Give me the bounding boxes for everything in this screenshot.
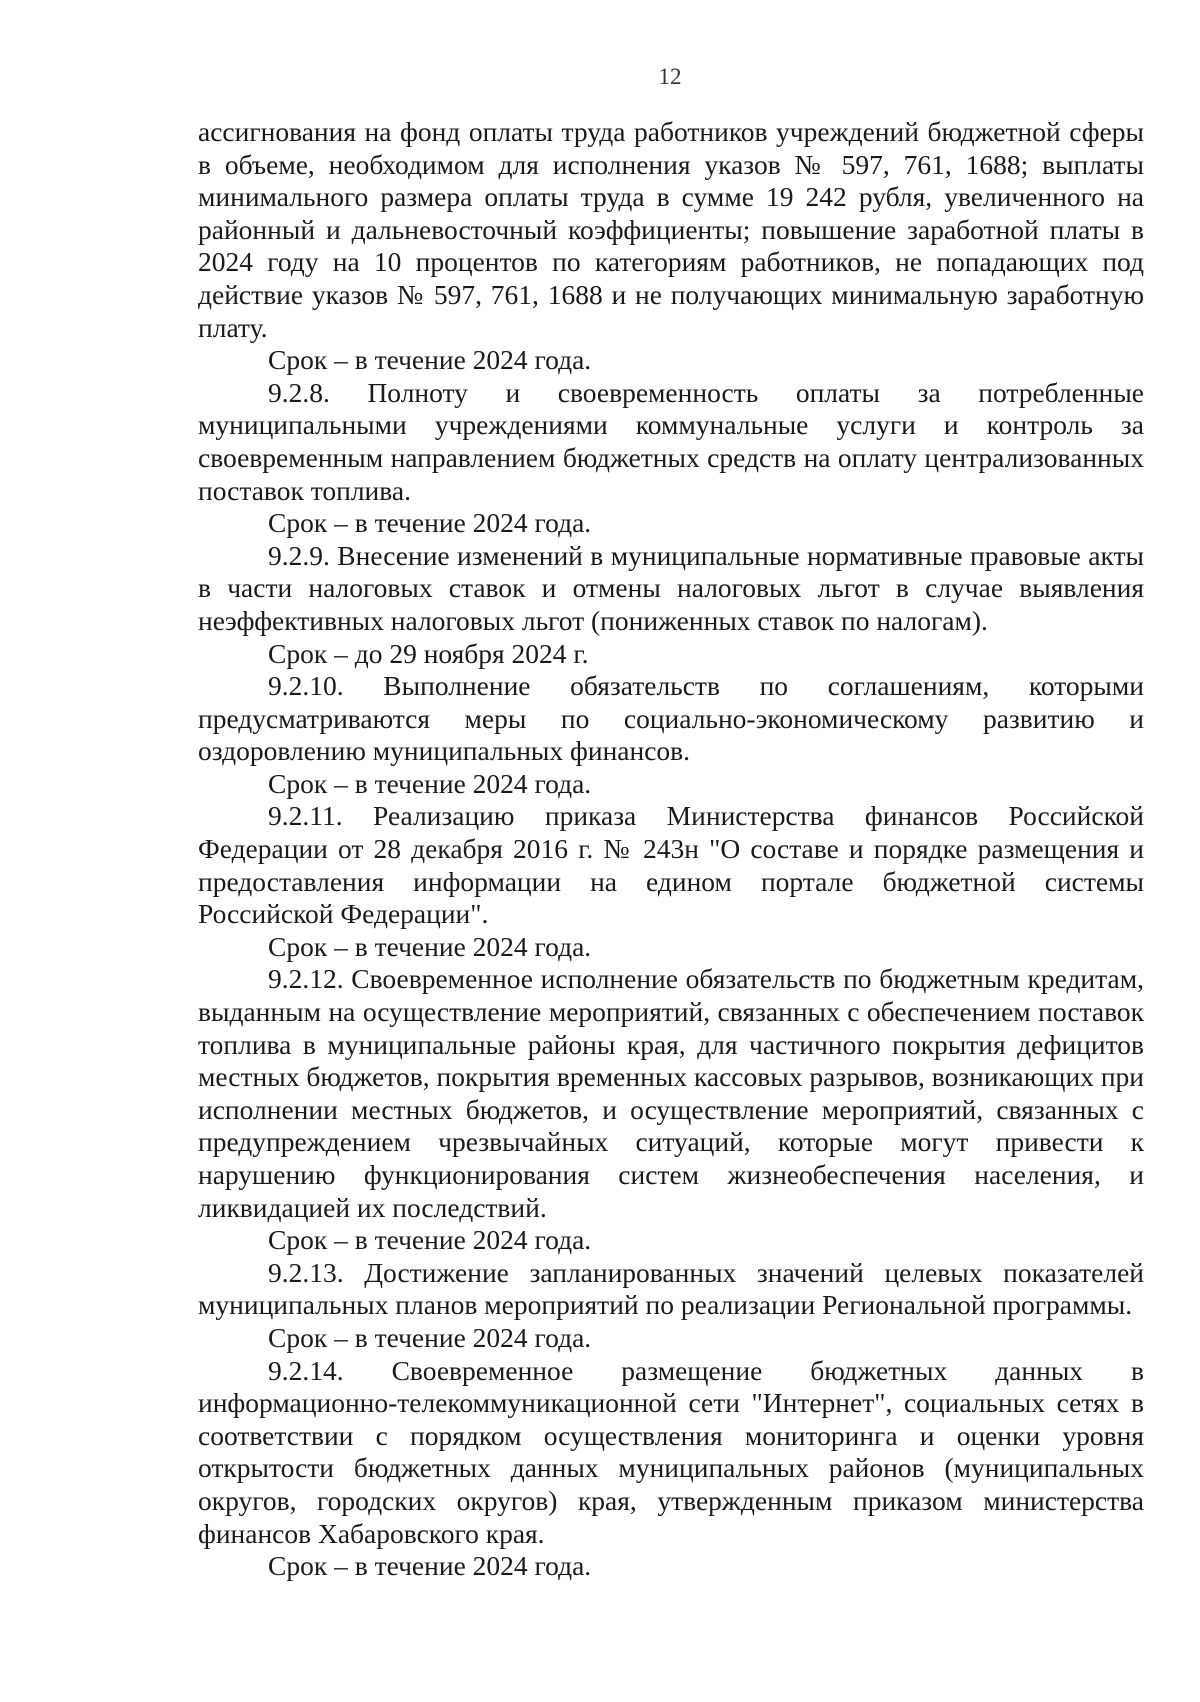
paragraph-9-2-9: 9.2.9. Внесение изменений в муниципальные нормативные правовые акты в части налоговых ставок и отмены налоговых льгот в случае выявления неэффективных налоговых льгот (пониженных ставок по налогам).: [198, 539, 1144, 636]
deadline-line: Срок – в течение 2024 года.: [268, 1550, 592, 1582]
deadline-line: Срок – в течение 2024 года.: [268, 344, 592, 376]
document-body: [198, 116, 1144, 1583]
paragraph-9-2-11: 9.2.11. Реализацию приказа Министерства финансов Российской Федерации от 28 декабря 2016 г. № 243н "О составе и порядке размещения и предоставления информации на едином портале бюджетной системы Российской Федерации".: [198, 800, 1144, 930]
paragraph-9-2-13: 9.2.13. Достижение запланированных значений целевых показателей муниципальных планов мероприятий по реализации Региональной программы.: [198, 1256, 1144, 1321]
page-number: 12: [658, 64, 682, 89]
paragraph-9-2-12: 9.2.12. Своевременное исполнение обязательств по бюджетным кредитам, выданным на осуществление мероприятий, связанных с обеспечением поставок топлива в муниципальные районы края, для частичного покрытия дефицитов местных бюджетов, покрытия временных кассовых разрывов, возникающих при исполнении местных бюджетов, и осуществление мероприятий, связанных с предупреждением чрезвычайных ситуаций, которые могут привести к нарушению функционирования систем жизнеобеспечения населения, и ликвидацией их последствий.: [198, 963, 1144, 1223]
deadline-line: Срок – в течение 2024 года.: [268, 1224, 592, 1256]
paragraph-9-2-10: 9.2.10. Выполнение обязательств по соглашениям, которыми предусматриваются меры по социально-экономическому развитию и оздоровлению муниципальных финансов.: [198, 670, 1144, 767]
deadline-line: Срок – в течение 2024 года.: [268, 1321, 592, 1353]
deadline-line: Срок – в течение 2024 года.: [268, 507, 592, 539]
paragraph-9-2-14: 9.2.14. Своевременное размещение бюджетных данных в информационно-телекоммуникационной сети "Интернет", социальных сетях в соответствии с порядком осуществления мониторинга и оценки уровня открытости бюджетных данных муниципальных районов (муниципальных округов, городских округов) края, утвержденным приказом министерства финансов Хабаровского края.: [198, 1354, 1144, 1549]
deadline-line: Срок – в течение 2024 года.: [268, 767, 592, 799]
paragraph-allocations: ассигнования на фонд оплаты труда работников учреждений бюджетной сферы в объеме, необходимом для исполнения указов № 597, 761, 1688; выплаты минимального размера оплаты труда в сумме 19 242 рубля, увеличенного на районный и дальневосточный коэффициенты; повышение заработной платы в 2024 году на 10 процентов по категориям работников, не попадающих под действие указов № 597, 761, 1688 и не получающих минимальную заработную плату.: [198, 116, 1144, 343]
paragraph-9-2-8: 9.2.8. Полноту и своевременность оплаты за потребленные муниципальными учреждениями коммунальные услуги и контроль за своевременным направлением бюджетных средств на оплату централизованных поставок топлива.: [198, 376, 1144, 506]
deadline-line: Срок – в течение 2024 года.: [268, 930, 592, 962]
deadline-line: Срок – до 29 ноября 2024 г.: [268, 637, 589, 669]
